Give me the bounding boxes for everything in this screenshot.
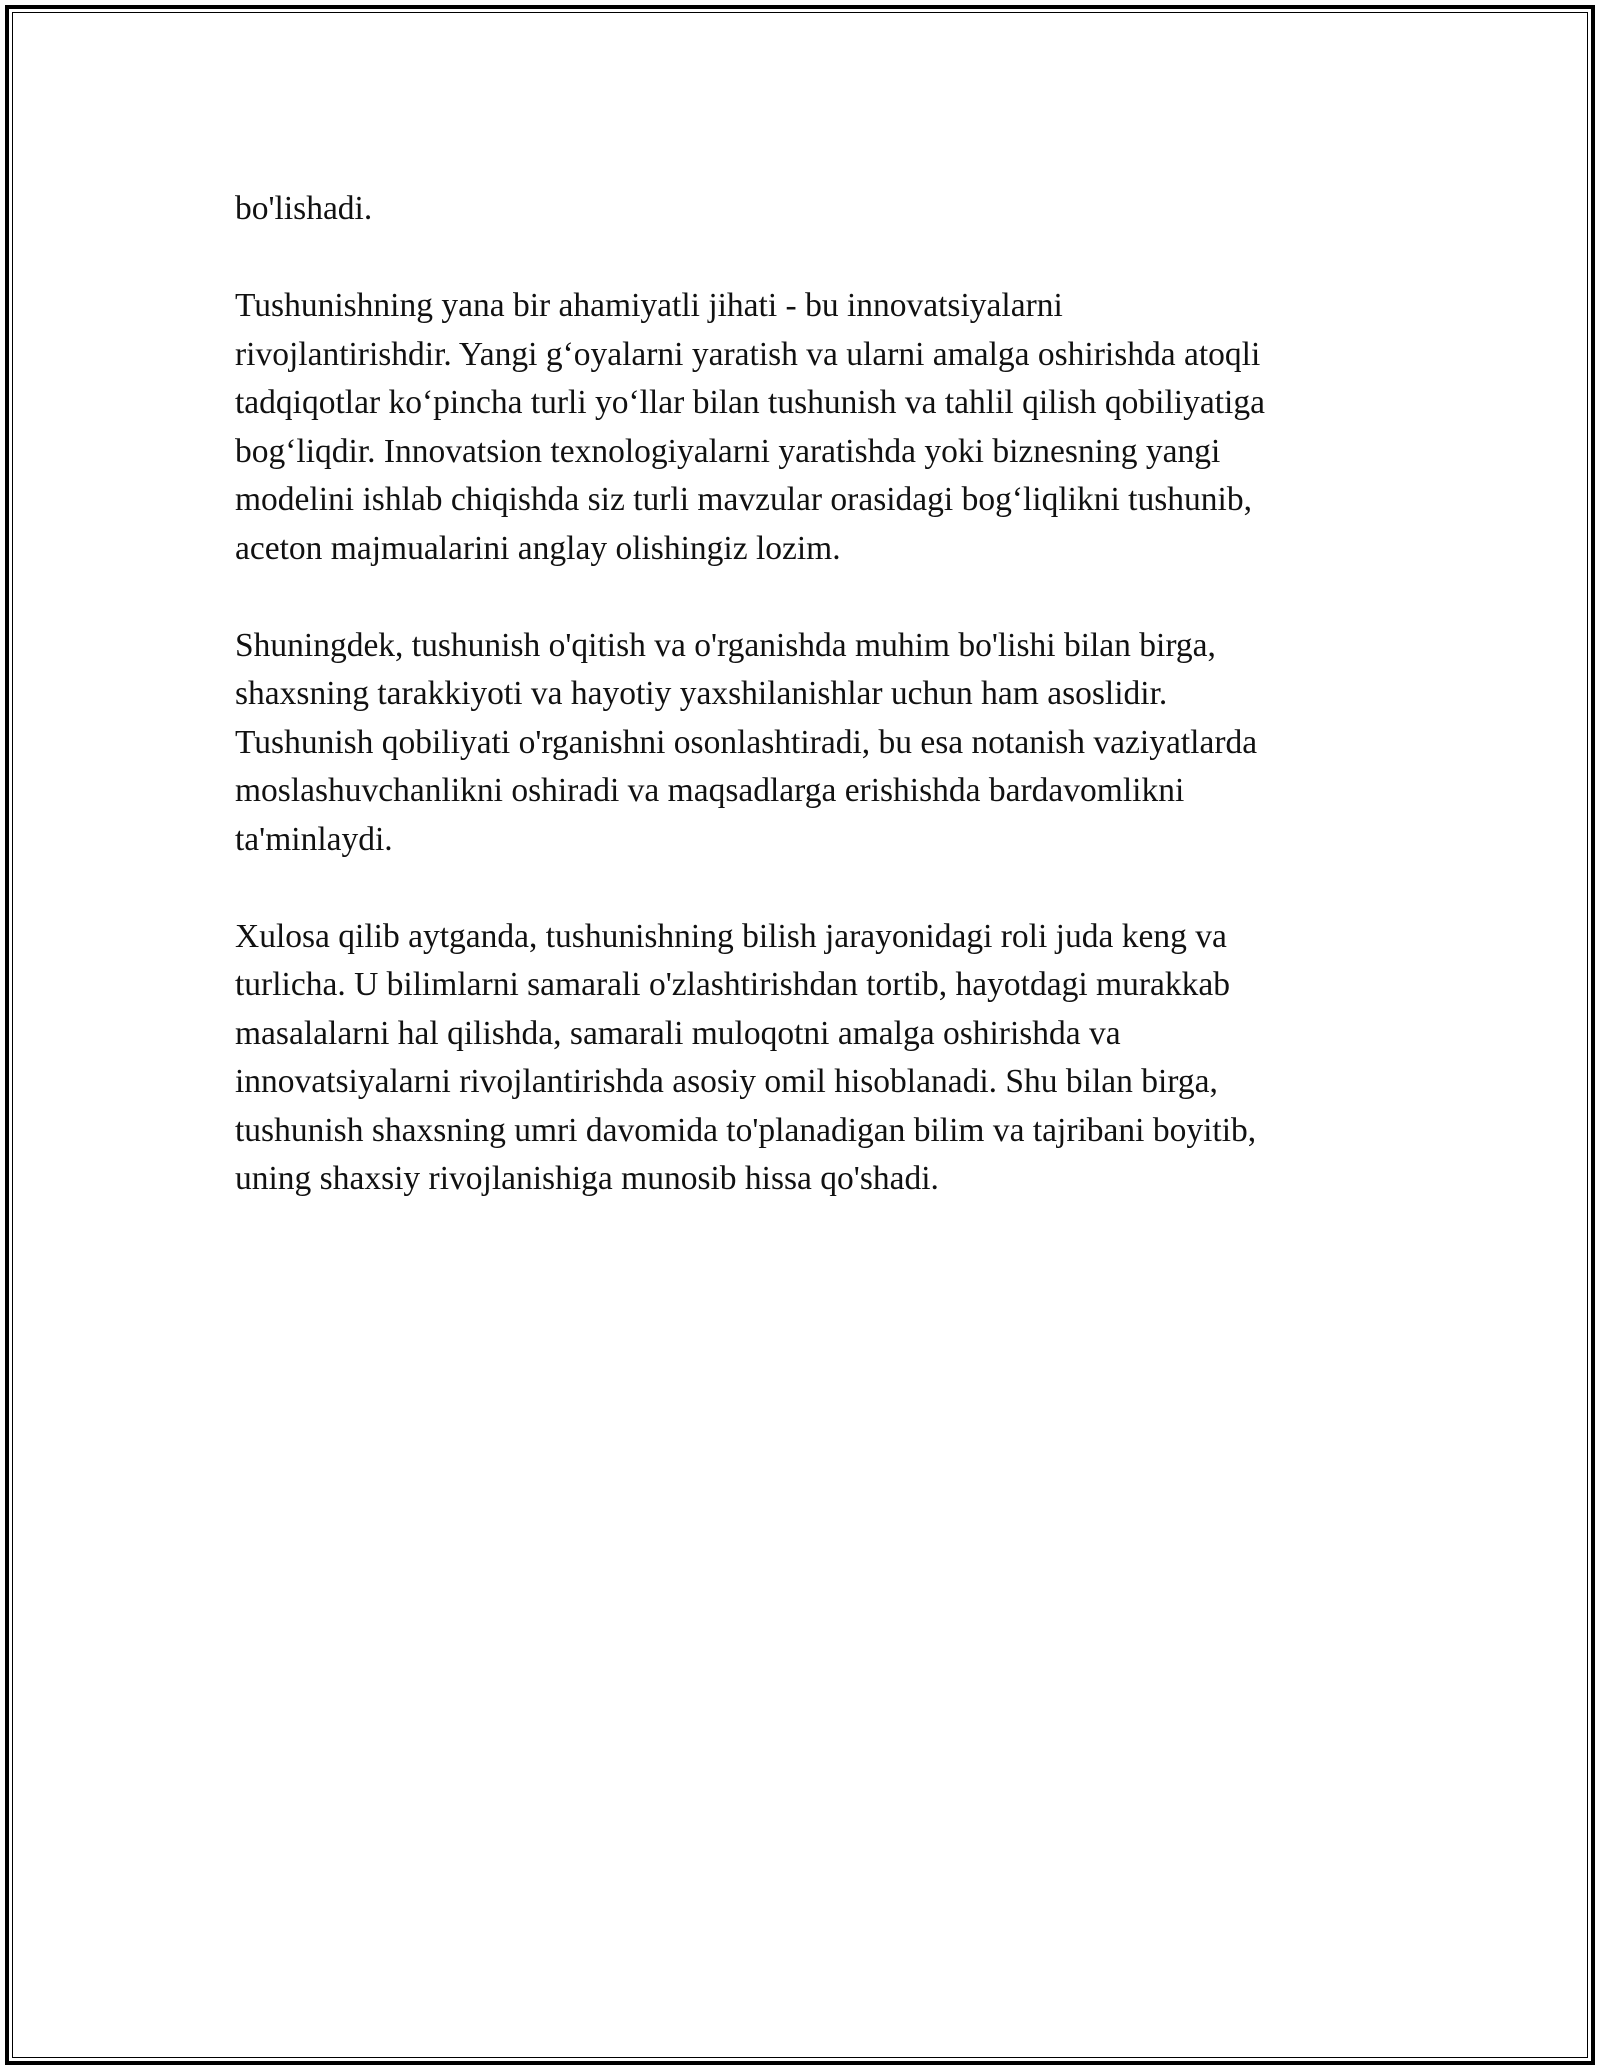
paragraph-innovation: Tushunishning yana bir ahamiyatli jihati - bu innovatsiyalarni rivojlantirishdir. Yangi g‘oyalarni yaratish va ularni amalga oshirishda atoqli tadqiqotlar ko‘pincha turli yo‘llar bilan tushunish va tahlil qilish qobiliyatiga bog‘liqdir. Innovatsion texnologiyalarni yaratishda yoki biznesning yangi modelini ishlab chiqishda siz turli mavzular orasidagi bog‘liqlikni tushunib, aceton majmualarini anglay olishingiz lozim. (235, 287, 1265, 567)
document-body (235, 185, 1385, 1252)
paragraph-continuation: bo'lishadi. (235, 190, 373, 227)
paragraph-conclusion: Xulosa qilib aytganda, tushunishning bilish jarayonidagi roli juda keng va turlicha. U bilimlarni samarali o'zlashtirishdan tortib, hayotdagi murakkab masalalarni hal qilishda, samarali muloqotni amalga oshirishda va innovatsiyalarni rivojlantirishda asosiy omil hisoblanadi. Shu bilan birga, tushunish shaxsning umri davomida to'planadigan bilim va tajribani boyitib, uning shaxsiy rivojlanishiga munosib hissa qo'shadi. (235, 917, 1257, 1197)
paragraph-personal-development: Shuningdek, tushunish o'qitish va o'rganishda muhim bo'lishi bilan birga, shaxsning tarakkiyoti va hayotiy yaxshilanishlar uchun ham asoslidir. Tushunish qobiliyati o'rganishni osonlashtiradi, bu esa notanish vaziyatlarda moslashuvchanlikni oshiradi va maqsadlarga erishishda bardavomlikni ta'minlaydi. (235, 626, 1258, 858)
